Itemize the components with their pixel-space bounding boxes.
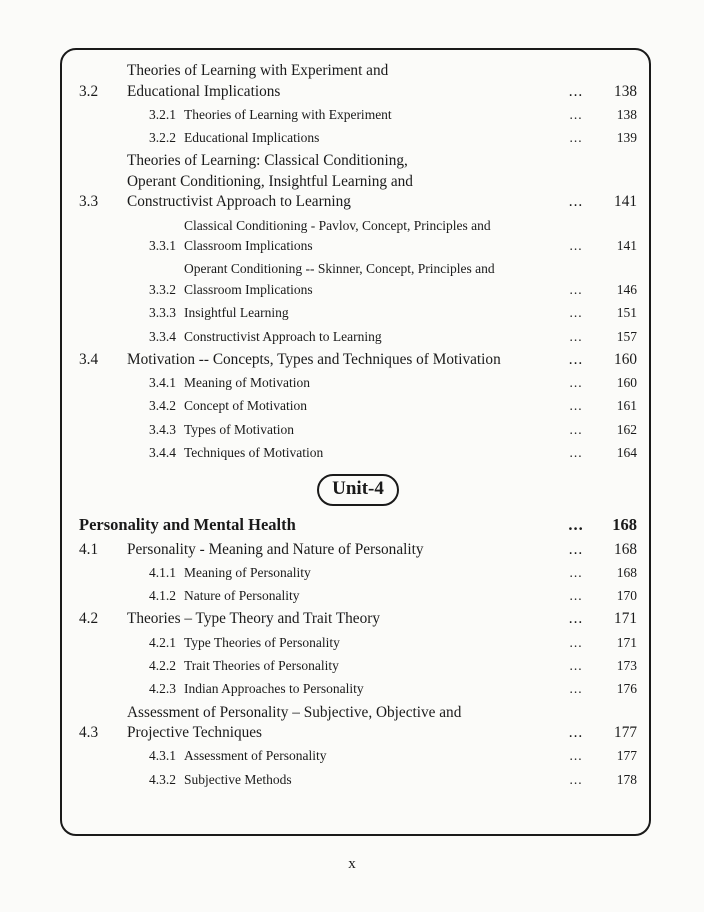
toc-subentry	[79, 259, 637, 300]
entry-page-number: 173	[616, 658, 637, 674]
entry-page-number: 160	[614, 350, 637, 368]
toc-entry	[79, 350, 637, 371]
entry-page-number: 139	[616, 130, 637, 146]
entry-title: Assessment of Personality – Subjective, Objective and Projective Techniques	[127, 703, 462, 742]
dot-leader: ...	[569, 634, 583, 650]
entry-title: Nature of Personality	[184, 588, 300, 604]
dot-leader: ...	[569, 748, 583, 764]
dot-leader: ...	[568, 540, 584, 558]
entry-page-number: 170	[616, 588, 637, 604]
entry-number: 4.1.1	[149, 564, 176, 580]
entry-page-number: 168	[612, 514, 637, 534]
entry-page-number: 161	[616, 398, 637, 414]
chapter-heading-row	[79, 514, 637, 536]
entry-number: 3.4	[79, 350, 99, 368]
entry-title: Educational Implications	[184, 130, 320, 146]
entry-title: Assessment of Personality	[184, 748, 327, 764]
entry-page-number: 177	[614, 724, 637, 742]
table-of-contents	[60, 48, 651, 836]
entry-number: 3.4.3	[149, 421, 176, 437]
dot-leader: ...	[569, 771, 583, 787]
entry-title: Classical Conditioning - Pavlov, Concept, Principles and Classroom Implications	[184, 217, 491, 254]
entry-title: Type Theories of Personality	[184, 634, 340, 650]
dot-leader: ...	[569, 130, 583, 146]
entry-page-number: 160	[616, 375, 637, 391]
toc-subentry	[79, 746, 637, 767]
entry-number: 3.4.1	[149, 375, 176, 391]
entry-page-number: 141	[614, 193, 637, 211]
dot-leader: ...	[569, 681, 583, 697]
toc-entry	[79, 609, 637, 630]
entry-title: Personality - Meaning and Nature of Personality	[127, 540, 424, 558]
toc-subentry	[79, 633, 637, 654]
toc-subentry	[79, 216, 637, 257]
dot-leader: ...	[569, 281, 583, 297]
toc-subentry	[79, 105, 637, 126]
toc-subentry	[79, 563, 637, 584]
entry-number: 4.3.2	[149, 771, 176, 787]
toc-subentry	[79, 443, 637, 464]
toc-subentry	[79, 327, 637, 348]
unit-heading	[79, 474, 637, 506]
entry-number: 3.2.1	[149, 106, 176, 122]
entry-title: Motivation -- Concepts, Types and Techniques of Motivation	[127, 350, 501, 368]
dot-leader: ...	[569, 328, 583, 344]
entry-title: Operant Conditioning -- Skinner, Concept, Principles and Classroom Implications	[184, 261, 495, 297]
dot-leader: ...	[569, 421, 583, 437]
toc-entry	[79, 61, 637, 102]
toc-subentry	[79, 770, 637, 791]
entry-title: Theories of Learning with Experiment and Educational Implications	[127, 62, 389, 100]
toc-subentry	[79, 586, 637, 607]
entry-title: Indian Approaches to Personality	[184, 681, 364, 697]
toc-subentry	[79, 128, 637, 149]
entry-number: 3.4.4	[149, 445, 176, 461]
dot-leader: ...	[569, 375, 583, 391]
entry-page-number: 141	[616, 238, 637, 254]
dot-leader: ...	[568, 610, 584, 628]
entry-page-number: 177	[616, 748, 637, 764]
entry-title: Techniques of Motivation	[184, 445, 324, 461]
dot-leader: ...	[569, 305, 583, 321]
unit-badge: Unit-4	[317, 474, 399, 506]
entry-page-number: 151	[616, 305, 637, 321]
entry-number: 3.3.1	[149, 238, 176, 254]
entry-number: 4.2.1	[149, 634, 176, 650]
dot-leader: ...	[569, 238, 583, 254]
entry-number: 3.4.2	[149, 398, 176, 414]
entry-title: Theories – Type Theory and Trait Theory	[127, 610, 380, 628]
entry-page-number: 138	[616, 106, 637, 122]
dot-leader: ...	[569, 445, 583, 461]
folio-page-number: x	[348, 856, 356, 872]
entry-page-number: 171	[616, 634, 637, 650]
dot-leader: ...	[569, 398, 583, 414]
dot-leader: ...	[569, 564, 583, 580]
entry-title: Concept of Motivation	[184, 398, 307, 414]
dot-leader: ...	[569, 588, 583, 604]
entry-title: Theories of Learning with Experiment	[184, 106, 392, 122]
entry-page-number: 168	[614, 540, 637, 558]
entry-number: 4.1.2	[149, 588, 176, 604]
entry-title: Insightful Learning	[184, 305, 289, 321]
entry-page-number: 164	[616, 445, 637, 461]
entry-number: 3.2	[79, 82, 99, 100]
entry-page-number: 162	[616, 421, 637, 437]
entry-number: 3.3.3	[149, 305, 176, 321]
dot-leader: ...	[569, 106, 583, 122]
entry-title: Constructivist Approach to Learning	[184, 328, 382, 344]
entry-number: 3.3.2	[149, 281, 176, 297]
dot-leader: ...	[568, 193, 584, 211]
entry-page-number: 146	[616, 281, 637, 297]
entry-number: 4.1	[79, 540, 99, 558]
toc-subentry	[79, 303, 637, 324]
entry-number: 4.2	[79, 610, 99, 628]
entry-number: 3.3	[79, 193, 99, 211]
toc-subentry	[79, 396, 637, 417]
toc-entry	[79, 703, 637, 744]
entry-number: 4.3.1	[149, 748, 176, 764]
entry-number: 3.3.4	[149, 328, 176, 344]
entry-title: Trait Theories of Personality	[184, 658, 339, 674]
chapter-title: Personality and Mental Health	[79, 514, 296, 534]
dot-leader: ...	[569, 658, 583, 674]
entry-page-number: 171	[614, 610, 637, 628]
toc-entry	[79, 151, 637, 213]
dot-leader: ...	[568, 82, 584, 100]
toc-subentry	[79, 373, 637, 394]
entry-page-number: 168	[616, 564, 637, 580]
dot-leader: ...	[568, 350, 584, 368]
entry-title: Types of Motivation	[184, 421, 295, 437]
entry-page-number: 178	[616, 771, 637, 787]
toc-subentry	[79, 420, 637, 441]
entry-page-number: 157	[616, 328, 637, 344]
entry-number: 4.3	[79, 724, 99, 742]
entry-page-number: 138	[614, 82, 637, 100]
toc-subentry	[79, 679, 637, 700]
toc-entry	[79, 540, 637, 561]
entry-number: 4.2.2	[149, 658, 176, 674]
entry-number: 3.2.2	[149, 130, 176, 146]
entry-title: Theories of Learning: Classical Conditioning, Operant Conditioning, Insightful Learning and Constructivist Approach to Learning	[127, 152, 413, 211]
dot-leader: ...	[568, 514, 584, 534]
entry-title: Meaning of Personality	[184, 564, 311, 580]
dot-leader: ...	[568, 724, 584, 742]
entry-number: 4.2.3	[149, 681, 176, 697]
entry-page-number: 176	[616, 681, 637, 697]
entry-title: Subjective Methods	[184, 771, 292, 787]
toc-subentry	[79, 656, 637, 677]
entry-title: Meaning of Motivation	[184, 375, 310, 391]
